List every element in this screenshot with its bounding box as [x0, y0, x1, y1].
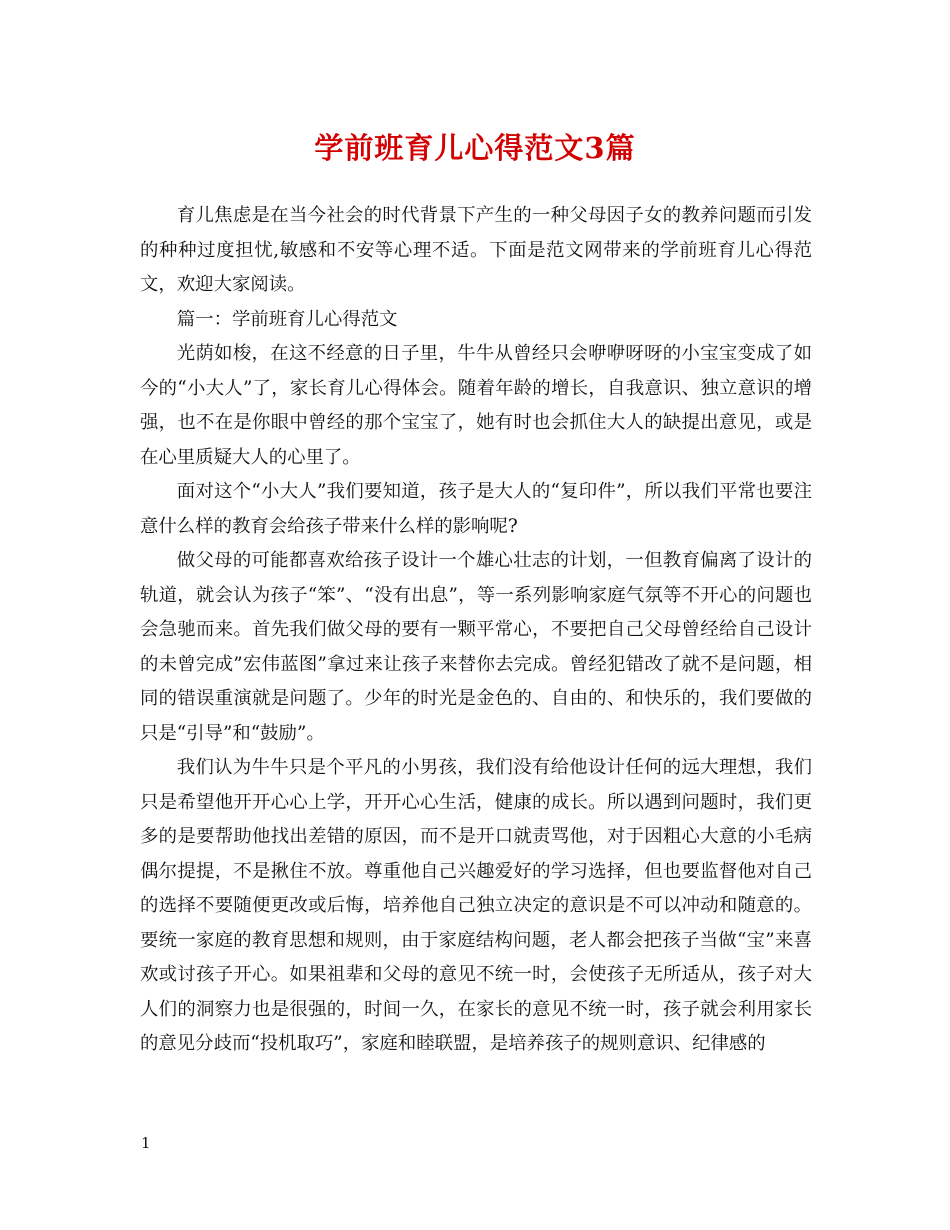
section-heading: 篇一：学前班育儿心得范文 [176, 308, 398, 330]
document-body [140, 199, 812, 1062]
paragraph: 我们认为牛牛只是个平凡的小男孩，我们没有给他设计任何的远大理想，我们只是希望他开开心心上学，开开心心生活，健康的成长。所以遇到问题时，我们更多的是要帮助他找出差错的原因，而不是开口就责骂他，对于因粗心大意的小毛病偶尔提提，不是揪住不放。尊重他自己兴趣爱好的学习选择，但也要监督他对自己的选择不要随便更改或后悔，培养他自己独立决定的意识是不可以冲动和随意的。要统一家庭的教育思想和规则，由于家庭结构问题，老人都会把孩子当做“宝”来喜欢或讨孩子开心。如果祖辈和父母的意见不统一时，会使孩子无所适从，孩子对大人们的洞察力也是很强的，时间一久，在家长的意见不统一时，孩子就会利用家长的意见分歧而“投机取巧”，家庭和睦联盟，是培养孩子的规则意识、纪律感的 [140, 757, 812, 1054]
paragraph: 光荫如梭，在这不经意的日子里，牛牛从曾经只会咿咿呀呀的小宝宝变成了如今的“小大人”了，家长育儿心得体会。随着年龄的增长，自我意识、独立意识的增强，也不在是你眼中曾经的那个宝宝了，她有时也会抓住大人的缺提出意见，或是在心里质疑大人的心里了。 [140, 343, 812, 468]
paragraph: 面对这个“小大人”我们要知道，孩子是大人的“复印件”，所以我们平常也要注意什么样的教育会给孩子带来什么样的影响呢? [140, 481, 812, 537]
paragraph-intro: 育儿焦虑是在当今社会的时代背景下产生的一种父母因子女的教养问题而引发的种种过度担忧,敏感和不安等心理不适。下面是范文网带来的学前班育儿心得范文，欢迎大家阅读。 [140, 205, 812, 295]
document-title: 学前班育儿心得范文3篇 [314, 131, 636, 165]
page-number: 1 [141, 1134, 151, 1152]
paragraph: 做父母的可能都喜欢给孩子设计一个雄心壮志的计划，一但教育偏离了设计的轨道，就会认为孩子“笨”、“没有出息”，等一系列影响家庭气氛等不开心的问题也会急驰而来。首先我们做父母的要有一颗平常心，不要把自己父母曾经给自己设计的未曾完成”宏伟蓝图”拿过来让孩子来替你去完成。曾经犯错改了就不是问题，相同的错误重演就是问题了。少年的时光是金色的、自由的、和快乐的，我们要做的只是“引导”和“鼓励”。 [140, 550, 812, 744]
